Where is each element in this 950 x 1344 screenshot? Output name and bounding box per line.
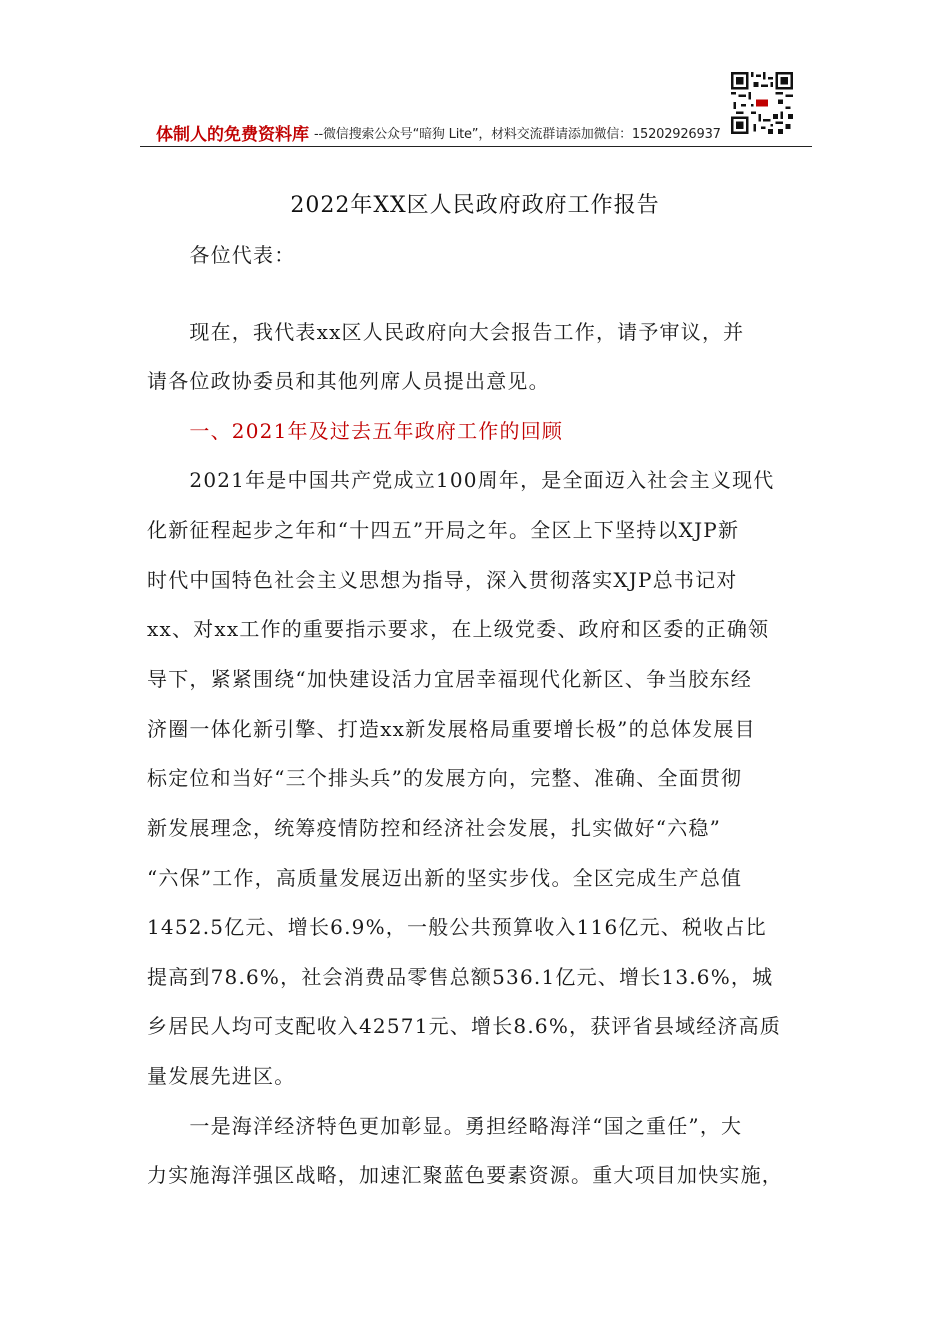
paragraph-line: 力实施海洋强区战略，加速汇聚蓝色要素资源。重大项目加快实施， [147, 1163, 783, 1187]
section-heading: 一、2021年及过去五年政府工作的回顾 [147, 419, 564, 443]
salutation: 各位代表： [147, 243, 296, 267]
paragraph-line: 1452.5亿元、增长6.9%，一般公共预算收入116亿元、税收占比 [147, 915, 767, 939]
paragraph-line: xx、对xx工作的重要指示要求，在上级党委、政府和区委的正确领 [147, 617, 770, 641]
paragraph-line: 现在，我代表xx区人民政府向大会报告工作，请予审议，并 [147, 320, 745, 344]
qr-code-icon [731, 72, 793, 134]
paragraph-line: 量发展先进区。 [147, 1064, 296, 1088]
paragraph-line: 乡居民人均可支配收入42571元、增长8.6%，获评省县域经济高质 [147, 1014, 782, 1038]
paragraph-line: 新发展理念，统筹疫情防控和经济社会发展，扎实做好“六稳” [147, 816, 722, 840]
paragraph-line: 请各位政协委员和其他列席人员提出意见。 [147, 369, 550, 393]
header-tagline: --微信搜索公众号“暗狗 Lite”，材料交流群请添加微信：15202926937 [314, 127, 721, 142]
paragraph-line: 2021年是中国共产党成立100周年，是全面迈入社会主义现代 [147, 468, 775, 492]
paragraph-line: “六保”工作，高质量发展迈出新的坚实步伐。全区完成生产总值 [147, 866, 743, 890]
paragraph-line: 一是海洋经济特色更加彰显。勇担经略海洋“国之重任”，大 [147, 1114, 743, 1138]
brand-title: 体制人的免费资料库 [156, 125, 309, 145]
paragraph-line: 标定位和当好“三个排头兵”的发展方向，完整、准确、全面贯彻 [147, 766, 743, 790]
paragraph-line: 导下，紧紧围绕“加快建设活力宜居幸福现代化新区、争当胶东经 [147, 667, 753, 691]
paragraph-line: 时代中国特色社会主义思想为指导，深入贯彻落实XJP总书记对 [147, 568, 738, 592]
paragraph-line: 化新征程起步之年和“十四五”开局之年。全区上下坚持以XJP新 [147, 518, 740, 542]
paragraph-line: 提高到78.6%，社会消费品零售总额536.1亿元、增长13.6%，城 [147, 965, 774, 989]
paragraph-line: 济圈一体化新引擎、打造xx新发展格局重要增长极”的总体发展目 [147, 717, 756, 741]
document-title: 2022年XX区人民政府政府工作报告 [290, 193, 660, 218]
header-bar [140, 118, 812, 147]
